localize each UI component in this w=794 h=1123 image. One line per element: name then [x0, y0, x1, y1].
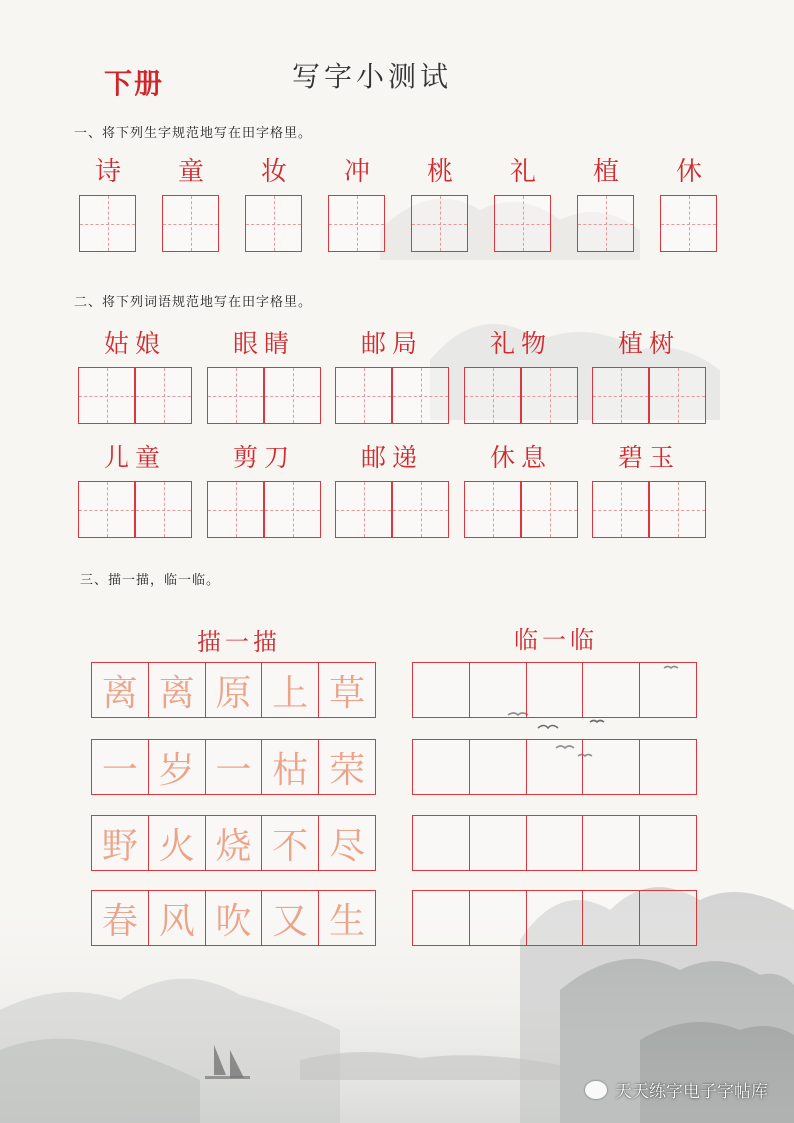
- writing-box[interactable]: [577, 195, 634, 252]
- writing-box[interactable]: [162, 195, 219, 252]
- trace-char[interactable]: 离: [92, 663, 149, 717]
- copy-row: [412, 662, 697, 718]
- writing-box[interactable]: [207, 367, 264, 424]
- copy-box[interactable]: [470, 740, 527, 794]
- trace-char[interactable]: 草: [319, 663, 375, 717]
- char-label: 植: [592, 157, 619, 187]
- writing-box[interactable]: [411, 195, 468, 252]
- trace-row: [91, 739, 376, 795]
- trace-char[interactable]: 岁: [149, 740, 206, 794]
- char-label: 诗: [94, 157, 121, 187]
- section3-instruction: 三、描一描，临一临。: [80, 573, 221, 588]
- writing-box[interactable]: [335, 481, 392, 538]
- char-label: 妆: [260, 157, 287, 187]
- watermark: [585, 1077, 768, 1102]
- copy-box[interactable]: [640, 816, 696, 870]
- trace-char[interactable]: 吹: [206, 891, 263, 945]
- trace-char[interactable]: 离: [149, 663, 206, 717]
- writing-box[interactable]: [78, 367, 135, 424]
- trace-char[interactable]: 荣: [319, 740, 375, 794]
- copy-box[interactable]: [527, 740, 584, 794]
- copy-box[interactable]: [470, 816, 527, 870]
- writing-box[interactable]: [135, 481, 192, 538]
- copy-title: 临一临: [514, 626, 598, 654]
- copy-box[interactable]: [527, 891, 584, 945]
- writing-box[interactable]: [135, 367, 192, 424]
- trace-row: [91, 890, 376, 946]
- copy-box[interactable]: [640, 891, 696, 945]
- copy-box[interactable]: [640, 740, 696, 794]
- word-writing-box[interactable]: [464, 367, 578, 424]
- writing-box[interactable]: [392, 481, 449, 538]
- trace-char[interactable]: 一: [92, 740, 149, 794]
- trace-char[interactable]: 野: [92, 816, 149, 870]
- copy-row: [412, 815, 697, 871]
- copy-box[interactable]: [413, 663, 470, 717]
- trace-char[interactable]: 枯: [262, 740, 319, 794]
- trace-char[interactable]: 风: [149, 891, 206, 945]
- watermark-text: 天天练字电子字帖库: [615, 1082, 768, 1102]
- char-label: 礼: [509, 157, 536, 187]
- section2-instruction: 二、将下列词语规范地写在田字格里。: [74, 295, 313, 310]
- char-label: 桃: [426, 157, 453, 187]
- writing-box[interactable]: [521, 367, 578, 424]
- copy-box[interactable]: [527, 816, 584, 870]
- trace-char[interactable]: 一: [206, 740, 263, 794]
- writing-box[interactable]: [521, 481, 578, 538]
- writing-box[interactable]: [649, 367, 706, 424]
- writing-box[interactable]: [79, 195, 136, 252]
- trace-title: 描一描: [197, 628, 281, 656]
- copy-box[interactable]: [413, 816, 470, 870]
- trace-char[interactable]: 原: [206, 663, 263, 717]
- char-label: 冲: [343, 157, 370, 187]
- word-label: 植树: [617, 329, 680, 358]
- writing-box[interactable]: [207, 481, 264, 538]
- word-writing-box[interactable]: [207, 367, 321, 424]
- writing-box[interactable]: [494, 195, 551, 252]
- copy-box[interactable]: [583, 816, 640, 870]
- writing-box[interactable]: [592, 481, 649, 538]
- trace-char[interactable]: 上: [262, 663, 319, 717]
- word-writing-box[interactable]: [592, 367, 706, 424]
- copy-box[interactable]: [583, 740, 640, 794]
- word-writing-box[interactable]: [464, 481, 578, 538]
- trace-row: [91, 815, 376, 871]
- trace-char[interactable]: 烧: [206, 816, 263, 870]
- writing-box[interactable]: [78, 481, 135, 538]
- copy-box[interactable]: [470, 891, 527, 945]
- word-label: 儿童: [103, 443, 166, 472]
- trace-char[interactable]: 不: [262, 816, 319, 870]
- writing-box[interactable]: [245, 195, 302, 252]
- copy-box[interactable]: [583, 663, 640, 717]
- wechat-icon: [585, 1081, 607, 1099]
- word-writing-box[interactable]: [592, 481, 706, 538]
- word-label: 碧玉: [617, 443, 680, 472]
- word-label: 眼睛: [232, 329, 295, 358]
- char-label: 休: [675, 157, 702, 187]
- trace-char[interactable]: 又: [262, 891, 319, 945]
- copy-box[interactable]: [527, 663, 584, 717]
- word-writing-box[interactable]: [207, 481, 321, 538]
- trace-row: [91, 662, 376, 718]
- section1-instruction: 一、将下列生字规范地写在田字格里。: [74, 126, 313, 141]
- writing-box[interactable]: [328, 195, 385, 252]
- writing-box[interactable]: [592, 367, 649, 424]
- copy-row: [412, 890, 697, 946]
- writing-box[interactable]: [649, 481, 706, 538]
- word-writing-box[interactable]: [78, 367, 192, 424]
- trace-char[interactable]: 春: [92, 891, 149, 945]
- trace-char[interactable]: 生: [319, 891, 375, 945]
- copy-row: [412, 739, 697, 795]
- word-writing-box[interactable]: [78, 481, 192, 538]
- copy-box[interactable]: [583, 891, 640, 945]
- word-label: 礼物: [489, 329, 552, 358]
- word-label: 邮局: [360, 329, 423, 358]
- char-label: 童: [177, 157, 204, 187]
- copy-box[interactable]: [640, 663, 696, 717]
- copy-box[interactable]: [413, 891, 470, 945]
- word-writing-box[interactable]: [335, 481, 449, 538]
- word-writing-box[interactable]: [335, 367, 449, 424]
- word-label: 邮递: [360, 443, 423, 472]
- writing-box[interactable]: [392, 367, 449, 424]
- writing-box[interactable]: [464, 481, 521, 538]
- copy-box[interactable]: [470, 663, 527, 717]
- word-label: 剪刀: [232, 443, 295, 472]
- writing-box[interactable]: [264, 481, 321, 538]
- page-title: 写字小测试: [292, 60, 453, 93]
- writing-box[interactable]: [264, 367, 321, 424]
- trace-char[interactable]: 火: [149, 816, 206, 870]
- copy-box[interactable]: [413, 740, 470, 794]
- trace-char[interactable]: 尽: [319, 816, 375, 870]
- word-label: 姑娘: [103, 329, 166, 358]
- word-label: 休息: [489, 443, 552, 472]
- writing-box[interactable]: [660, 195, 717, 252]
- volume-label: 下册: [104, 67, 165, 100]
- writing-box[interactable]: [464, 367, 521, 424]
- writing-box[interactable]: [335, 367, 392, 424]
